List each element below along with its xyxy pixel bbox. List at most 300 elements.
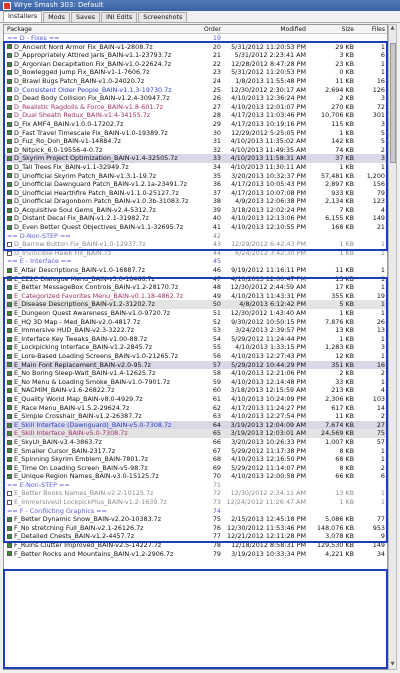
package-row[interactable] bbox=[4, 378, 387, 387]
files-cell-text: 34 bbox=[376, 549, 385, 558]
modified-cell-text: 12/30/2012 1:43:40 AM bbox=[230, 309, 306, 317]
files-cell bbox=[357, 266, 387, 275]
scroll-thumb[interactable] bbox=[390, 43, 396, 163]
order-cell bbox=[194, 481, 224, 490]
files-cell bbox=[357, 43, 387, 52]
package-cell bbox=[4, 386, 194, 395]
package-row[interactable] bbox=[4, 541, 387, 550]
modified-cell-text: 4/10/2013 12:14:48 PM bbox=[231, 377, 306, 386]
package-row[interactable] bbox=[4, 326, 387, 335]
order-cell-text: 73 bbox=[212, 498, 221, 507]
package-row[interactable] bbox=[4, 43, 387, 52]
modified-cell-text: 5/31/2012 11:20:53 PM bbox=[231, 42, 306, 51]
files-cell-text: 1 bbox=[380, 68, 385, 77]
install-checkbox[interactable] bbox=[7, 491, 12, 496]
order-cell bbox=[194, 189, 224, 198]
order-cell-text: 40 bbox=[212, 214, 221, 223]
modified-cell-text: 6/24/2012 3:42:30 PM bbox=[235, 248, 306, 257]
order-cell bbox=[194, 214, 224, 223]
package-cell-text: D_Fast Travel Timescale Fix_BAIN-v1.0-19389.7z bbox=[14, 128, 168, 137]
package-cell bbox=[4, 352, 194, 361]
package-cell bbox=[4, 292, 194, 301]
order-cell bbox=[194, 361, 224, 370]
size-cell bbox=[309, 257, 357, 266]
size-cell bbox=[309, 275, 357, 284]
package-row[interactable] bbox=[4, 335, 387, 344]
package-row[interactable] bbox=[4, 283, 387, 292]
package-row[interactable] bbox=[4, 77, 387, 86]
package-cell-text: D_Barrow Button Fix_BAIN-v1.0-12937.7z bbox=[14, 240, 146, 249]
order-cell bbox=[194, 412, 224, 421]
package-cell-text: E_Dungeon Quest Awareness_BAIN-v1.0-9720.7z bbox=[14, 309, 171, 317]
install-checkbox[interactable] bbox=[7, 457, 12, 462]
order-cell bbox=[194, 318, 224, 327]
order-cell bbox=[194, 524, 224, 533]
package-cell bbox=[4, 498, 194, 507]
modified-cell-text: 3/24/2013 2:39:57 PM bbox=[235, 326, 306, 335]
modified-cell bbox=[224, 43, 309, 52]
tab-screenshots[interactable]: Screenshots bbox=[138, 12, 187, 22]
size-cell bbox=[309, 343, 357, 352]
install-checkbox[interactable] bbox=[7, 354, 12, 359]
size-cell-text: 1 KB bbox=[339, 309, 354, 317]
size-cell bbox=[309, 137, 357, 146]
package-cell-text: E_HQ 3D Map - Med_BAIN-v2.0-4817.7z bbox=[14, 317, 141, 326]
files-cell-text: 1 bbox=[380, 240, 385, 249]
install-checkbox[interactable] bbox=[7, 311, 12, 316]
package-row[interactable] bbox=[4, 318, 387, 327]
modified-cell-text: 12/30/2012 2:44:59 AM bbox=[230, 283, 306, 292]
package-cell bbox=[4, 438, 194, 447]
size-cell-text: 2 KB bbox=[339, 94, 354, 103]
package-row[interactable] bbox=[4, 137, 387, 146]
package-row[interactable] bbox=[4, 386, 387, 395]
package-row[interactable] bbox=[4, 438, 387, 447]
column-header-package[interactable]: Package bbox=[7, 25, 32, 33]
modified-cell-text: 4/10/2013 11:43:31 PM bbox=[231, 291, 306, 300]
package-cell bbox=[4, 172, 194, 181]
package-row[interactable] bbox=[4, 343, 387, 352]
install-checkbox[interactable] bbox=[7, 148, 12, 153]
list-header bbox=[4, 25, 387, 34]
size-cell bbox=[309, 447, 357, 456]
files-cell bbox=[357, 395, 387, 404]
package-row[interactable] bbox=[4, 421, 387, 430]
install-checkbox[interactable] bbox=[7, 122, 12, 127]
package-cell bbox=[4, 429, 194, 438]
group-header-row[interactable] bbox=[4, 481, 387, 490]
package-row[interactable] bbox=[4, 163, 387, 172]
files-cell bbox=[357, 498, 387, 507]
size-cell bbox=[309, 77, 357, 86]
install-checkbox[interactable] bbox=[7, 173, 12, 178]
package-cell bbox=[4, 206, 194, 215]
package-cell bbox=[4, 43, 194, 52]
modified-cell bbox=[224, 103, 309, 112]
package-row[interactable] bbox=[4, 489, 387, 498]
group-header-row[interactable] bbox=[4, 34, 387, 43]
package-cell-text: D_Acquisitive Soul Gems_BAIN-v2.4-5312.7z bbox=[14, 205, 156, 214]
package-cell bbox=[4, 395, 194, 404]
files-cell bbox=[357, 214, 387, 223]
install-checkbox[interactable] bbox=[7, 225, 12, 230]
order-cell-text: 71 bbox=[212, 480, 221, 489]
install-checkbox[interactable] bbox=[7, 328, 12, 333]
package-row[interactable] bbox=[4, 447, 387, 456]
package-row[interactable] bbox=[4, 292, 387, 301]
files-cell bbox=[357, 550, 387, 559]
package-row[interactable] bbox=[4, 120, 387, 129]
package-row[interactable] bbox=[4, 223, 387, 232]
package-cell bbox=[4, 532, 194, 541]
install-checkbox[interactable] bbox=[7, 294, 12, 299]
order-cell-text: 34 bbox=[212, 162, 221, 171]
modified-cell bbox=[224, 172, 309, 181]
package-row[interactable] bbox=[4, 524, 387, 533]
install-checkbox[interactable] bbox=[7, 87, 12, 92]
modified-cell bbox=[224, 51, 309, 60]
order-cell-text: 29 bbox=[212, 119, 221, 128]
install-checkbox[interactable] bbox=[7, 551, 12, 556]
tab-installers[interactable]: Installers bbox=[3, 11, 42, 22]
package-row[interactable] bbox=[4, 464, 387, 473]
package-row[interactable] bbox=[4, 197, 387, 206]
install-checkbox[interactable] bbox=[7, 199, 12, 204]
package-row[interactable] bbox=[4, 429, 387, 438]
package-cell bbox=[4, 507, 194, 516]
install-checkbox[interactable] bbox=[7, 465, 12, 470]
group-header-row[interactable] bbox=[4, 257, 387, 266]
files-cell-text: 953 bbox=[372, 523, 385, 532]
modified-cell-text: 4/17/2013 10:07:08 PM bbox=[231, 188, 306, 197]
install-checkbox[interactable] bbox=[7, 165, 12, 170]
size-cell-text: 0 KB bbox=[339, 68, 354, 77]
package-cell bbox=[4, 163, 194, 172]
package-row[interactable] bbox=[4, 412, 387, 421]
size-cell-text: 68 KB bbox=[335, 455, 354, 464]
order-cell bbox=[194, 369, 224, 378]
order-cell-text: 75 bbox=[212, 515, 221, 524]
package-cell-text: == D - Fixes == bbox=[7, 34, 60, 42]
modified-cell bbox=[224, 361, 309, 370]
files-cell bbox=[357, 240, 387, 249]
modified-cell-text: 4/10/2013 10:24:09 PM bbox=[231, 394, 306, 403]
files-cell bbox=[357, 68, 387, 77]
modified-cell bbox=[224, 541, 309, 550]
install-checkbox[interactable] bbox=[7, 543, 12, 548]
package-cell-text: D_Distant Decal Fix_BAIN-v1.2.1-31982.7z bbox=[14, 214, 149, 223]
install-checkbox[interactable] bbox=[7, 526, 12, 531]
install-checkbox[interactable] bbox=[7, 190, 12, 195]
files-cell bbox=[357, 429, 387, 438]
package-row[interactable] bbox=[4, 532, 387, 541]
size-cell bbox=[309, 232, 357, 241]
install-checkbox[interactable] bbox=[7, 216, 12, 221]
modified-cell-text: 12/18/2012 8:58:31 PM bbox=[231, 541, 306, 550]
order-cell-text: 35 bbox=[212, 171, 221, 180]
modified-cell bbox=[224, 240, 309, 249]
install-checkbox[interactable] bbox=[7, 113, 12, 118]
package-cell-text: == F - Conflicting Graphics == bbox=[7, 506, 107, 515]
group-header-row[interactable] bbox=[4, 232, 387, 241]
modified-cell-text: 3/18/2013 12:02:24 PM bbox=[231, 205, 306, 214]
modified-cell bbox=[224, 335, 309, 344]
package-cell-text: D_Argonian Decapitation Fix_BAIN-v1.0-22624.7z bbox=[14, 59, 172, 68]
package-row[interactable] bbox=[4, 180, 387, 189]
package-row[interactable] bbox=[4, 154, 387, 163]
order-cell-text: 22 bbox=[212, 59, 221, 68]
package-row[interactable] bbox=[4, 60, 387, 69]
install-checkbox[interactable] bbox=[7, 276, 12, 281]
column-header-modified[interactable]: Modified bbox=[280, 26, 306, 33]
scroll-down-icon[interactable]: ▼ bbox=[390, 661, 395, 667]
package-cell-text: E_Categorized Favorites Menu_BAIN-v0.1.18-4862.7z bbox=[14, 291, 184, 300]
files-cell-text: 27 bbox=[376, 420, 385, 429]
order-cell bbox=[194, 447, 224, 456]
modified-cell bbox=[224, 146, 309, 155]
install-checkbox[interactable] bbox=[7, 156, 12, 161]
package-row[interactable] bbox=[4, 309, 387, 318]
files-cell bbox=[357, 249, 387, 258]
package-cell-text: D_Fix AMF4_BAIN-v1.0.0-17202.7z bbox=[14, 119, 124, 128]
order-cell bbox=[194, 266, 224, 275]
install-checkbox[interactable] bbox=[7, 70, 12, 75]
install-checkbox[interactable] bbox=[7, 319, 12, 324]
install-checkbox[interactable] bbox=[7, 79, 12, 84]
files-cell-text: 2 bbox=[380, 412, 385, 421]
package-row[interactable] bbox=[4, 189, 387, 198]
files-cell-text: 1 bbox=[380, 334, 385, 343]
modified-cell bbox=[224, 438, 309, 447]
size-cell bbox=[309, 197, 357, 206]
package-row[interactable] bbox=[4, 103, 387, 112]
files-cell bbox=[357, 86, 387, 95]
package-row[interactable] bbox=[4, 94, 387, 103]
package-cell bbox=[4, 223, 194, 232]
package-row[interactable] bbox=[4, 111, 387, 120]
install-checkbox[interactable] bbox=[7, 96, 12, 101]
install-checkbox[interactable] bbox=[7, 534, 12, 539]
package-row[interactable] bbox=[4, 472, 387, 481]
install-checkbox[interactable] bbox=[7, 345, 12, 350]
package-row[interactable] bbox=[4, 146, 387, 155]
install-checkbox[interactable] bbox=[7, 431, 12, 436]
modified-cell-text: 9/30/2012 10:50:15 PM bbox=[231, 317, 306, 326]
size-cell-text: 74 KB bbox=[335, 145, 354, 154]
modified-cell bbox=[224, 395, 309, 404]
modified-cell bbox=[224, 129, 309, 138]
package-row[interactable] bbox=[4, 172, 387, 181]
package-cell-text: E_NACMIM_BAIN-v1.6-26822.7z bbox=[14, 386, 115, 395]
install-checkbox[interactable] bbox=[7, 474, 12, 479]
modified-cell-text: 3/19/2013 12:03:01 AM bbox=[230, 429, 306, 438]
package-row[interactable] bbox=[4, 361, 387, 370]
modified-cell bbox=[224, 137, 309, 146]
modified-cell-text: 4/9/2013 12:06:38 PM bbox=[235, 197, 306, 206]
order-cell bbox=[194, 404, 224, 413]
order-cell bbox=[194, 120, 224, 129]
files-cell-text: 14 bbox=[376, 403, 385, 412]
package-cell-text: D_Realistic Ragdolls & Force_BAIN-v1.8-601.7z bbox=[14, 102, 163, 111]
package-cell-text: D_Skyrim Project Optimization_BAIN-v1.4-32505.7z bbox=[14, 154, 178, 163]
modified-cell-text: 4/10/2013 12:13:06 PM bbox=[231, 214, 306, 223]
files-cell-text: 13 bbox=[376, 326, 385, 335]
install-checkbox[interactable] bbox=[7, 388, 12, 393]
install-checkbox[interactable] bbox=[7, 139, 12, 144]
order-cell bbox=[194, 464, 224, 473]
size-cell bbox=[309, 163, 357, 172]
size-cell bbox=[309, 300, 357, 309]
package-cell-text: E_Race Menu_BAIN-v1.5.2-29624.7z bbox=[14, 403, 130, 412]
modified-cell bbox=[224, 352, 309, 361]
files-cell bbox=[357, 309, 387, 318]
size-cell-text: 142 KB bbox=[331, 137, 354, 146]
modified-cell bbox=[224, 421, 309, 430]
files-cell-text: 301 bbox=[372, 111, 385, 120]
package-row[interactable] bbox=[4, 86, 387, 95]
install-checkbox[interactable] bbox=[7, 440, 12, 445]
vertical-scrollbar[interactable] bbox=[388, 24, 397, 670]
package-row[interactable] bbox=[4, 51, 387, 60]
install-checkbox[interactable] bbox=[7, 208, 12, 213]
modified-cell-text: 5/29/2012 11:17:38 PM bbox=[231, 446, 306, 455]
size-cell-text: 2,134 KB bbox=[325, 197, 354, 206]
package-row[interactable] bbox=[4, 240, 387, 249]
order-cell bbox=[194, 275, 224, 284]
size-cell-text: 12 KB bbox=[335, 351, 354, 360]
package-cell-text: E_Altar Descriptions_BAIN-v1.0-16887.7z bbox=[14, 266, 145, 275]
modified-cell bbox=[224, 515, 309, 524]
files-cell bbox=[357, 455, 387, 464]
install-checkbox[interactable] bbox=[7, 405, 12, 410]
install-checkbox[interactable] bbox=[7, 302, 12, 307]
size-cell bbox=[309, 120, 357, 129]
column-header-files[interactable]: Files bbox=[371, 26, 385, 33]
modified-cell bbox=[224, 34, 309, 43]
install-checkbox[interactable] bbox=[7, 251, 12, 256]
tab-mods[interactable]: Mods bbox=[43, 12, 70, 22]
install-checkbox[interactable] bbox=[7, 285, 12, 290]
install-checkbox[interactable] bbox=[7, 130, 12, 135]
install-checkbox[interactable] bbox=[7, 371, 12, 376]
order-cell-text: 57 bbox=[212, 360, 221, 369]
order-cell-text: 21 bbox=[212, 51, 221, 60]
package-row[interactable] bbox=[4, 395, 387, 404]
order-cell bbox=[194, 335, 224, 344]
column-header-order[interactable]: Order bbox=[203, 26, 221, 33]
files-cell-text: 2 bbox=[380, 145, 385, 154]
package-row[interactable] bbox=[4, 300, 387, 309]
install-checkbox[interactable] bbox=[7, 337, 12, 342]
files-cell bbox=[357, 172, 387, 181]
package-row[interactable] bbox=[4, 369, 387, 378]
size-cell bbox=[309, 541, 357, 550]
modified-cell bbox=[224, 550, 309, 559]
files-cell bbox=[357, 489, 387, 498]
files-cell-text: 1 bbox=[380, 309, 385, 317]
package-row[interactable] bbox=[4, 275, 387, 284]
group-header-row[interactable] bbox=[4, 507, 387, 516]
size-cell-text: 23 KB bbox=[335, 59, 354, 68]
install-checkbox[interactable] bbox=[7, 517, 12, 522]
install-checkbox[interactable] bbox=[7, 500, 12, 505]
package-row[interactable] bbox=[4, 206, 387, 215]
order-cell-text: 42 bbox=[212, 231, 221, 240]
files-cell-text: 4 bbox=[380, 205, 385, 214]
package-cell-text: D_Appropriately Attired Jarls_BAIN-v1.1-23793.7z bbox=[14, 51, 172, 60]
install-checkbox[interactable] bbox=[7, 182, 12, 187]
modified-cell bbox=[224, 378, 309, 387]
modified-cell-text: 4/10/2013 12:27:43 PM bbox=[231, 351, 306, 360]
package-row[interactable] bbox=[4, 550, 387, 559]
package-row[interactable] bbox=[4, 214, 387, 223]
install-checkbox[interactable] bbox=[7, 44, 12, 49]
package-row[interactable] bbox=[4, 404, 387, 413]
package-cell-text: E_Better MessageBox Controls_BAIN-v1.2-28170.7z bbox=[14, 283, 179, 292]
package-cell bbox=[4, 154, 194, 163]
package-row[interactable] bbox=[4, 498, 387, 507]
tab-saves[interactable]: Saves bbox=[71, 12, 100, 22]
files-cell bbox=[357, 524, 387, 533]
install-checkbox[interactable] bbox=[7, 105, 12, 110]
package-row[interactable] bbox=[4, 249, 387, 258]
install-checkbox[interactable] bbox=[7, 62, 12, 67]
scroll-up-icon[interactable]: ▲ bbox=[390, 25, 395, 31]
order-cell-text: 49 bbox=[212, 291, 221, 300]
install-checkbox[interactable] bbox=[7, 448, 12, 453]
size-cell bbox=[309, 43, 357, 52]
install-checkbox[interactable] bbox=[7, 268, 12, 273]
files-cell-text: 6 bbox=[380, 472, 385, 481]
install-checkbox[interactable] bbox=[7, 53, 12, 58]
modified-cell bbox=[224, 154, 309, 163]
install-checkbox[interactable] bbox=[7, 380, 12, 385]
installers-list[interactable] bbox=[3, 24, 388, 670]
package-cell bbox=[4, 120, 194, 129]
size-cell-text: 933 KB bbox=[331, 188, 354, 197]
install-checkbox[interactable] bbox=[7, 414, 12, 419]
modified-cell bbox=[224, 309, 309, 318]
install-checkbox[interactable] bbox=[7, 397, 12, 402]
size-cell-text: 11 KB bbox=[335, 266, 354, 275]
modified-cell-text: 2/15/2013 12:45:18 PM bbox=[231, 515, 306, 524]
package-row[interactable] bbox=[4, 68, 387, 77]
modified-cell bbox=[224, 68, 309, 77]
package-cell-text: E_Quality World Map_BAIN-v8.0-4929.7z bbox=[14, 394, 143, 403]
files-cell bbox=[357, 292, 387, 301]
files-cell bbox=[357, 111, 387, 120]
files-cell bbox=[357, 189, 387, 198]
files-cell bbox=[357, 129, 387, 138]
package-row[interactable] bbox=[4, 352, 387, 361]
size-cell bbox=[309, 515, 357, 524]
modified-cell bbox=[224, 429, 309, 438]
order-cell bbox=[194, 309, 224, 318]
files-cell bbox=[357, 335, 387, 344]
tab-ini-edits[interactable]: INI Edits bbox=[101, 12, 137, 22]
package-row[interactable] bbox=[4, 455, 387, 464]
order-cell bbox=[194, 532, 224, 541]
column-header-size[interactable]: Size bbox=[341, 26, 354, 33]
files-cell-text: 6 bbox=[380, 51, 385, 60]
package-row[interactable] bbox=[4, 515, 387, 524]
install-checkbox[interactable] bbox=[7, 362, 12, 367]
package-row[interactable] bbox=[4, 129, 387, 138]
package-row[interactable] bbox=[4, 266, 387, 275]
install-checkbox[interactable] bbox=[7, 242, 12, 247]
install-checkbox[interactable] bbox=[7, 423, 12, 428]
modified-cell bbox=[224, 326, 309, 335]
